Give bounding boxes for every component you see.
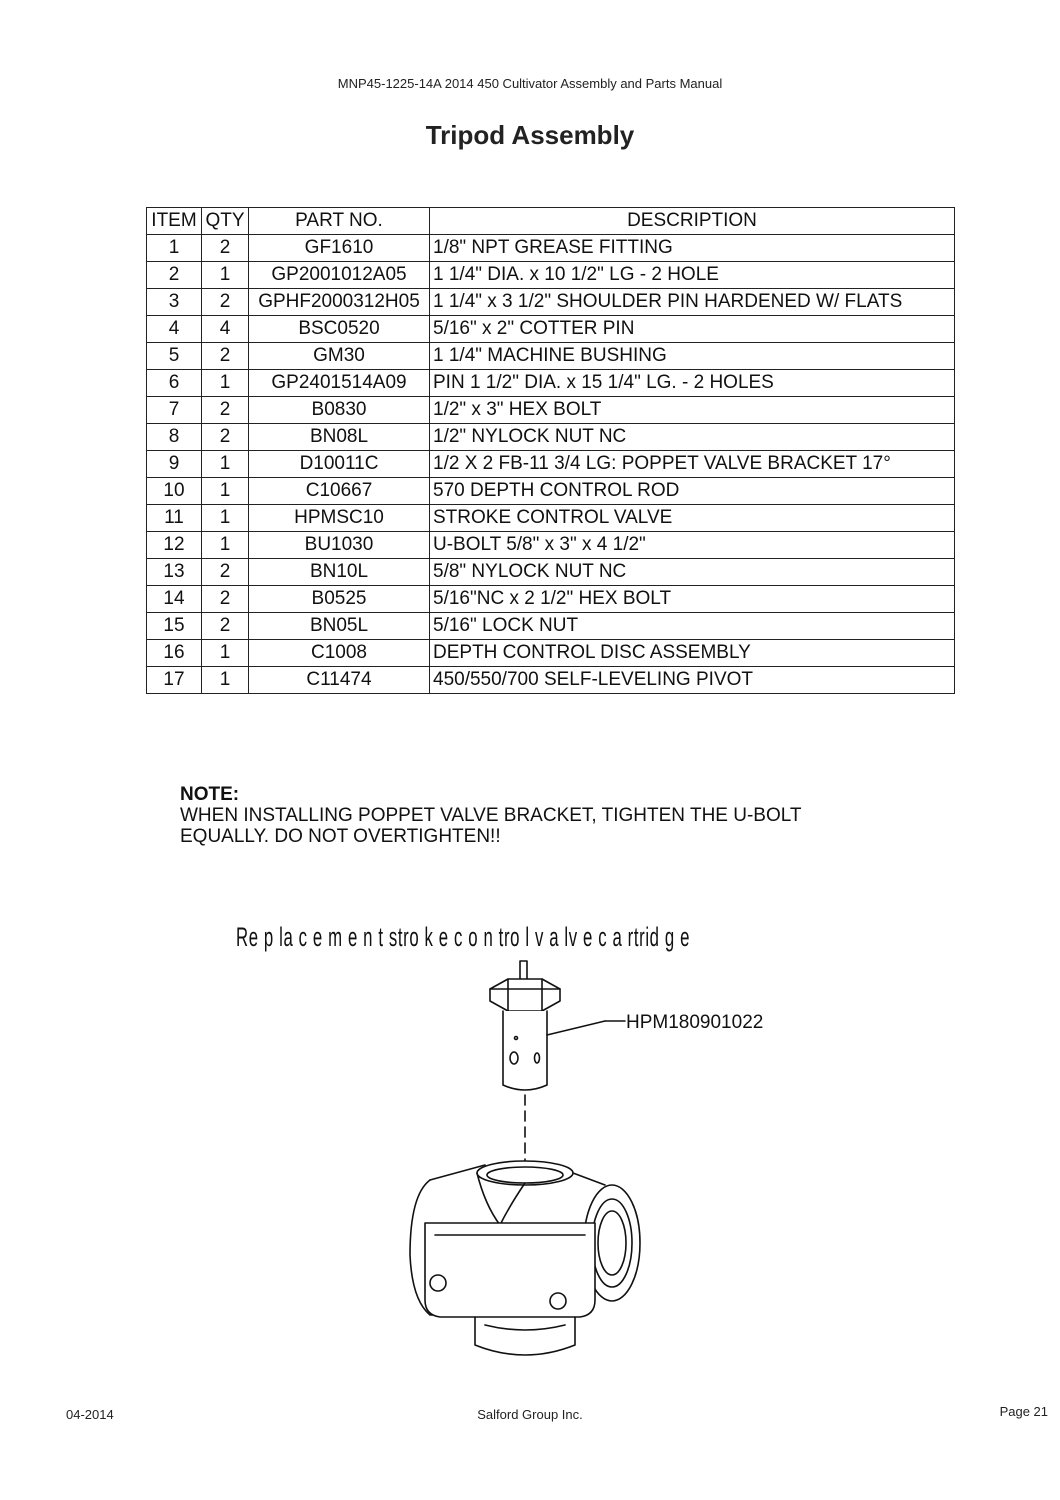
cell-qty: 1: [202, 640, 249, 667]
cell-qty: 2: [202, 586, 249, 613]
table-row: [147, 424, 955, 451]
table-row: [147, 289, 955, 316]
cell-qty: 2: [202, 397, 249, 424]
cell-part-no: GF1610: [249, 235, 430, 262]
parts-table-header-row: [147, 208, 955, 235]
cell-qty: 2: [202, 559, 249, 586]
column-header-description: DESCRIPTION: [430, 208, 955, 235]
table-row: [147, 586, 955, 613]
cell-part-no: GPHF2000312H05: [249, 289, 430, 316]
cell-part-no: BN05L: [249, 613, 430, 640]
cell-item: 3: [147, 289, 202, 316]
cell-description: 5/8" NYLOCK NUT NC: [430, 559, 955, 586]
cell-description: 570 DEPTH CONTROL ROD: [430, 478, 955, 505]
parts-table-body: [147, 235, 955, 694]
table-row: [147, 262, 955, 289]
cell-qty: 1: [202, 667, 249, 694]
cartridge-illustration: [490, 961, 560, 1180]
footer-page-number: Page 21: [999, 1404, 1048, 1419]
cell-item: 11: [147, 505, 202, 532]
cell-description: 1/8" NPT GREASE FITTING: [430, 235, 955, 262]
cell-description: 1 1/4" DIA. x 10 1/2" LG - 2 HOLE: [430, 262, 955, 289]
cell-qty: 2: [202, 424, 249, 451]
cell-part-no: C1008: [249, 640, 430, 667]
cell-qty: 1: [202, 532, 249, 559]
table-row: [147, 532, 955, 559]
cell-description: 450/550/700 SELF-LEVELING PIVOT: [430, 667, 955, 694]
table-row: [147, 370, 955, 397]
cell-description: 5/16"NC x 2 1/2" HEX BOLT: [430, 586, 955, 613]
cell-description: 1/2" NYLOCK NUT NC: [430, 424, 955, 451]
table-row: [147, 235, 955, 262]
note-line-1: WHEN INSTALLING POPPET VALVE BRACKET, TIGHTEN THE U-BOLT: [180, 805, 802, 826]
note-heading: NOTE:: [180, 784, 240, 805]
cell-qty: 2: [202, 613, 249, 640]
installation-note: [180, 784, 802, 847]
parts-table: [146, 207, 955, 694]
cell-qty: 1: [202, 478, 249, 505]
cell-item: 8: [147, 424, 202, 451]
callout-leader: [547, 1021, 605, 1035]
table-row: [147, 397, 955, 424]
cell-item: 15: [147, 613, 202, 640]
cell-item: 9: [147, 451, 202, 478]
cell-qty: 4: [202, 316, 249, 343]
cell-part-no: C10667: [249, 478, 430, 505]
drawing-caption: Re p la c e m e n t stro k e c o n tro l v a lv e c a rtrid g e: [236, 922, 691, 952]
cell-qty: 1: [202, 262, 249, 289]
cell-item: 4: [147, 316, 202, 343]
column-header-item: ITEM: [147, 208, 202, 235]
cell-description: 1 1/4" MACHINE BUSHING: [430, 343, 955, 370]
table-row: [147, 343, 955, 370]
cell-qty: 2: [202, 289, 249, 316]
cell-part-no: HPMSC10: [249, 505, 430, 532]
manual-header: MNP45-1225-14A 2014 450 Cultivator Assembly and Parts Manual: [337, 76, 723, 91]
table-row: [147, 451, 955, 478]
cell-part-no: D10011C: [249, 451, 430, 478]
cell-description: 5/16" LOCK NUT: [430, 613, 955, 640]
cell-description: 1/2" x 3" HEX BOLT: [430, 397, 955, 424]
cell-part-no: B0830: [249, 397, 430, 424]
cell-qty: 2: [202, 235, 249, 262]
cell-description: PIN 1 1/2" DIA. x 15 1/4" LG. - 2 HOLES: [430, 370, 955, 397]
cell-part-no: BU1030: [249, 532, 430, 559]
cell-qty: 1: [202, 451, 249, 478]
footer-company: Salford Group Inc.: [477, 1407, 583, 1422]
footer-date: 04-2014: [66, 1407, 114, 1422]
cell-item: 14: [147, 586, 202, 613]
cell-description: U-BOLT 5/8" x 3" x 4 1/2": [430, 532, 955, 559]
note-line-2: EQUALLY. DO NOT OVERTIGHTEN!!: [180, 826, 501, 847]
cell-item: 10: [147, 478, 202, 505]
table-row: [147, 478, 955, 505]
column-header-qty: QTY: [202, 208, 249, 235]
cell-description: 1 1/4" x 3 1/2" SHOULDER PIN HARDENED W/ FLATS: [430, 289, 955, 316]
cell-item: 12: [147, 532, 202, 559]
page-title: Tripod Assembly: [425, 120, 635, 150]
cell-item: 7: [147, 397, 202, 424]
table-row: [147, 559, 955, 586]
cell-qty: 2: [202, 343, 249, 370]
cell-description: DEPTH CONTROL DISC ASSEMBLY: [430, 640, 955, 667]
cell-description: STROKE CONTROL VALVE: [430, 505, 955, 532]
table-row: [147, 316, 955, 343]
cell-part-no: GP2401514A09: [249, 370, 430, 397]
cell-item: 16: [147, 640, 202, 667]
callout-part-number: HPM180901022: [626, 1012, 764, 1033]
cell-item: 17: [147, 667, 202, 694]
table-row: [147, 505, 955, 532]
table-row: [147, 667, 955, 694]
cell-part-no: BN10L: [249, 559, 430, 586]
cell-item: 5: [147, 343, 202, 370]
table-row: [147, 613, 955, 640]
cell-part-no: BN08L: [249, 424, 430, 451]
cell-qty: 1: [202, 370, 249, 397]
cell-part-no: GP2001012A05: [249, 262, 430, 289]
cell-part-no: GM30: [249, 343, 430, 370]
cell-part-no: C11474: [249, 667, 430, 694]
cell-item: 6: [147, 370, 202, 397]
cell-item: 13: [147, 559, 202, 586]
cell-description: 5/16" x 2" COTTER PIN: [430, 316, 955, 343]
column-header-part-no: PART NO.: [249, 208, 430, 235]
table-row: [147, 640, 955, 667]
cell-item: 2: [147, 262, 202, 289]
cell-item: 1: [147, 235, 202, 262]
cell-qty: 1: [202, 505, 249, 532]
tripod-housing-illustration: [410, 1161, 640, 1355]
cell-part-no: B0525: [249, 586, 430, 613]
cell-part-no: BSC0520: [249, 316, 430, 343]
cell-description: 1/2 X 2 FB-11 3/4 LG: POPPET VALVE BRACKET 17°: [430, 451, 955, 478]
